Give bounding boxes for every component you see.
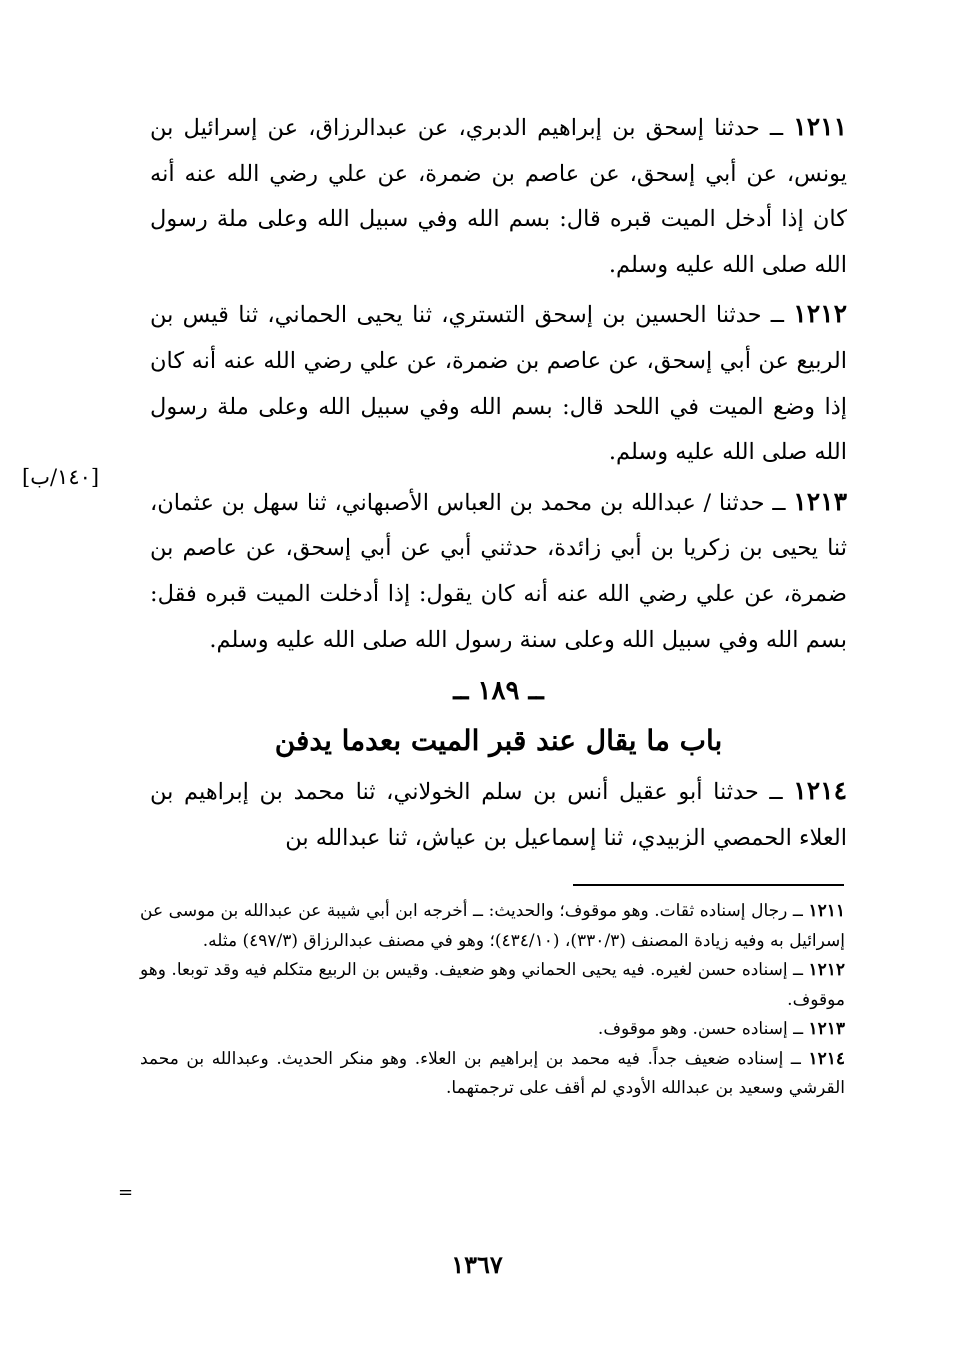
footnote-divider xyxy=(573,884,844,886)
footnote-1212 xyxy=(140,956,845,1015)
hadith-text: ــ حدثنا إسحق بن إبراهيم الدبري، عن عبدالرزاق، عن إسرائيل بن يونس، عن أبي إسحق، عن عاصم بن ضمرة، عن علي رضي الله عنه أنه كان إذا أدخل الميت قبره قال: بسم الله وفي سبيل الله وعلى ملة رسول الله صلى الله عليه وسلم. xyxy=(150,115,847,278)
continuation-mark: = xyxy=(118,1182,134,1203)
hadith-text: ــ حدثنا أبو عقيل أنس بن سلم الخولاني، ثنا محمد بن إبراهيم بن العلاء الحمصي الزبيدي، ثنا إسماعيل بن عياش، ثنا عبدالله بن xyxy=(150,779,847,851)
hadith-text: ــ حدثنا الحسين بن إسحق التستري، ثنا يحيى الحماني، ثنا قيس بن الربيع عن أبي إسحق، عن عاصم بن ضمرة، عن علي رضي الله عنه أنه كان إذا وضع الميت في اللحد قال: بسم الله وفي سبيل الله وعلى ملة رسول الله صلى الله عليه وسلم. xyxy=(150,302,847,466)
footnote-1213 xyxy=(140,1015,845,1045)
main-text-top xyxy=(150,104,847,666)
footnote-text: ــ إسناده حسن لغيره. فيه يحيى الحماني وهو ضعيف. وقيس بن الربيع متكلم فيه وقد توبعا. وهو موقوف. xyxy=(140,960,845,1010)
hadith-text: ــ حدثنا / عبدالله بن محمد بن العباس الأصبهاني، ثنا سهل بن عثمان، ثنا يحيى بن زكريا بن أبي زائدة، حدثني أبي عن أبي إسحق، عن عاصم بن ضمرة، عن علي رضي الله عنه أنه كان يقول: إذا أدخلت الميت قبره فقل: بسم الله وفي سبيل الله وعلى سنة رسول الله صلى الله عليه وسلم. xyxy=(150,489,847,653)
hadith-number: ١٢١٣ xyxy=(793,486,847,516)
footnote-1214 xyxy=(140,1045,845,1104)
footnote-1211 xyxy=(140,897,845,956)
hadith-1213 xyxy=(150,479,847,663)
footnote-number: ١٢١١ xyxy=(808,901,845,921)
footnote-text: ــ إسناده ضعيف جداً. فيه محمد بن إبراهيم بن العلاء. وهو منكر الحديث. وعبدالله بن محمد القرشي وسعيد بن عبدالله الأودي لم أقف على ترجمتهما. xyxy=(140,1048,845,1098)
chapter-number: ــ ١٨٩ ــ xyxy=(453,676,544,706)
footnote-number: ١٢١٣ xyxy=(808,1019,845,1039)
manuscript-folio-note: [١٤٠/ب] xyxy=(22,465,100,489)
footnotes xyxy=(140,897,845,1104)
footnote-text: ــ إسناده حسن. وهو موقوف. xyxy=(597,1019,804,1039)
hadith-1211 xyxy=(150,104,847,288)
hadith-number: ١٢١٢ xyxy=(793,299,848,329)
chapter-title: باب ما يقال عند قبر الميت بعدما يدفن xyxy=(274,724,723,757)
hadith-number: ١٢١١ xyxy=(793,112,847,141)
hadith-1214 xyxy=(150,768,847,861)
footnote-number: ١٢١٢ xyxy=(808,960,846,980)
footnote-text: ــ رجال إسناده ثقات. وهو موقوف؛ والحديث: ــ أخرجه ابن أبي شيبة عن عبدالله بن موسى عن إسرائيل به وفيه زيادة المصنف (٣٣٠/٣)، (٤٣٤/١٠)؛ وهو في مصنف عبدالرزاق (٤٩٧/٣) مثله. xyxy=(140,901,845,951)
hadith-number: ١٢١٤ xyxy=(793,776,848,805)
hadith-1212 xyxy=(150,291,847,475)
page-number: ١٣٦٧ xyxy=(451,1250,503,1279)
main-text-bottom xyxy=(150,768,847,864)
footnote-number: ١٢١٤ xyxy=(808,1048,846,1069)
